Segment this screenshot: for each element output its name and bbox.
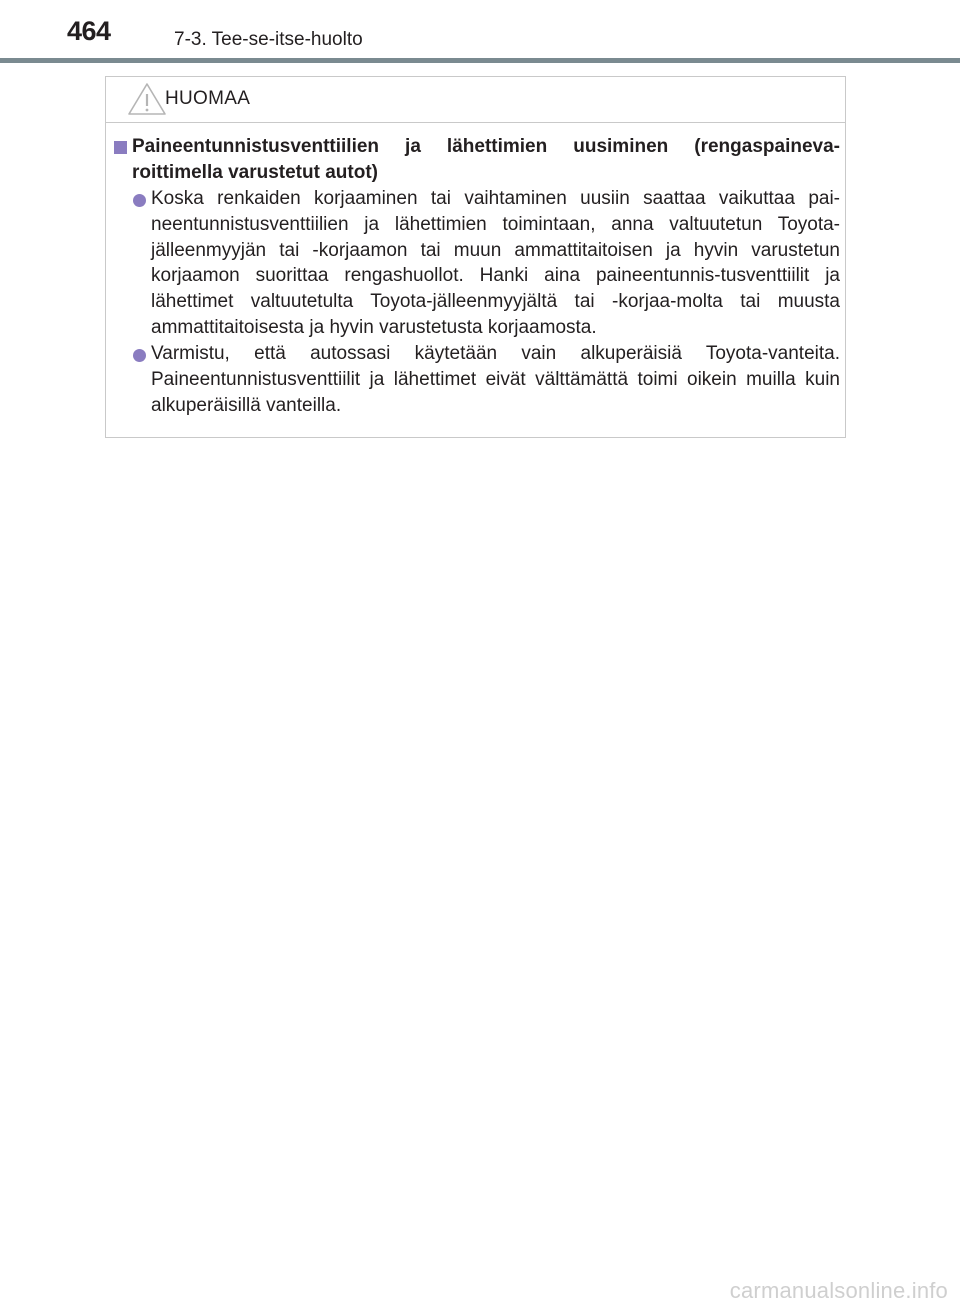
bullet-text: Varmistu, että autossasi käytetään vain alkuperäisiä Toyota-vanteita. Paineentunnistusventtiilit ja lähettimet eivät välttämättä toimi oikein muilla kuin alkuperäisillä vanteilla.: [151, 343, 840, 416]
topic-title: Paineentunnistusventtiilien ja lähettimien uusiminen (rengaspaineva-roittimella varustetut autot): [132, 136, 840, 183]
bullet-dot-icon: [133, 194, 146, 207]
topic-marker-icon: [114, 141, 127, 154]
bullet-dot-icon: [133, 349, 146, 362]
watermark: carmanualsonline.info: [729, 1278, 948, 1303]
page-number: 464: [67, 16, 111, 46]
caution-box: [105, 76, 846, 438]
bullet-text: Koska renkaiden korjaaminen tai vaihtaminen uusiin saattaa vaikuttaa pai-neentunnistusventtiilien ja lähettimien toimintaan, anna valtuutetun Toyota-jälleenmyyjän tai -korjaamon tai muun ammattitaitoisen ja hyvin varustetun korjaamon suorittaa rengashuollot. Hanki aina paineentunnis-tusventtiilit ja lähettimet valtuutetulta Toyota-jälleenmyyjältä tai -korjaa-molta tai muusta ammattitaitoisesta ja hyvin varustetusta korjaamosta.: [151, 188, 840, 338]
section-title: 7-3. Tee-se-itse-huolto: [174, 29, 363, 50]
warning-triangle-icon: [127, 82, 167, 116]
caution-label: HUOMAA: [165, 88, 251, 109]
header-rule: [0, 58, 960, 63]
caution-header: [106, 77, 845, 123]
